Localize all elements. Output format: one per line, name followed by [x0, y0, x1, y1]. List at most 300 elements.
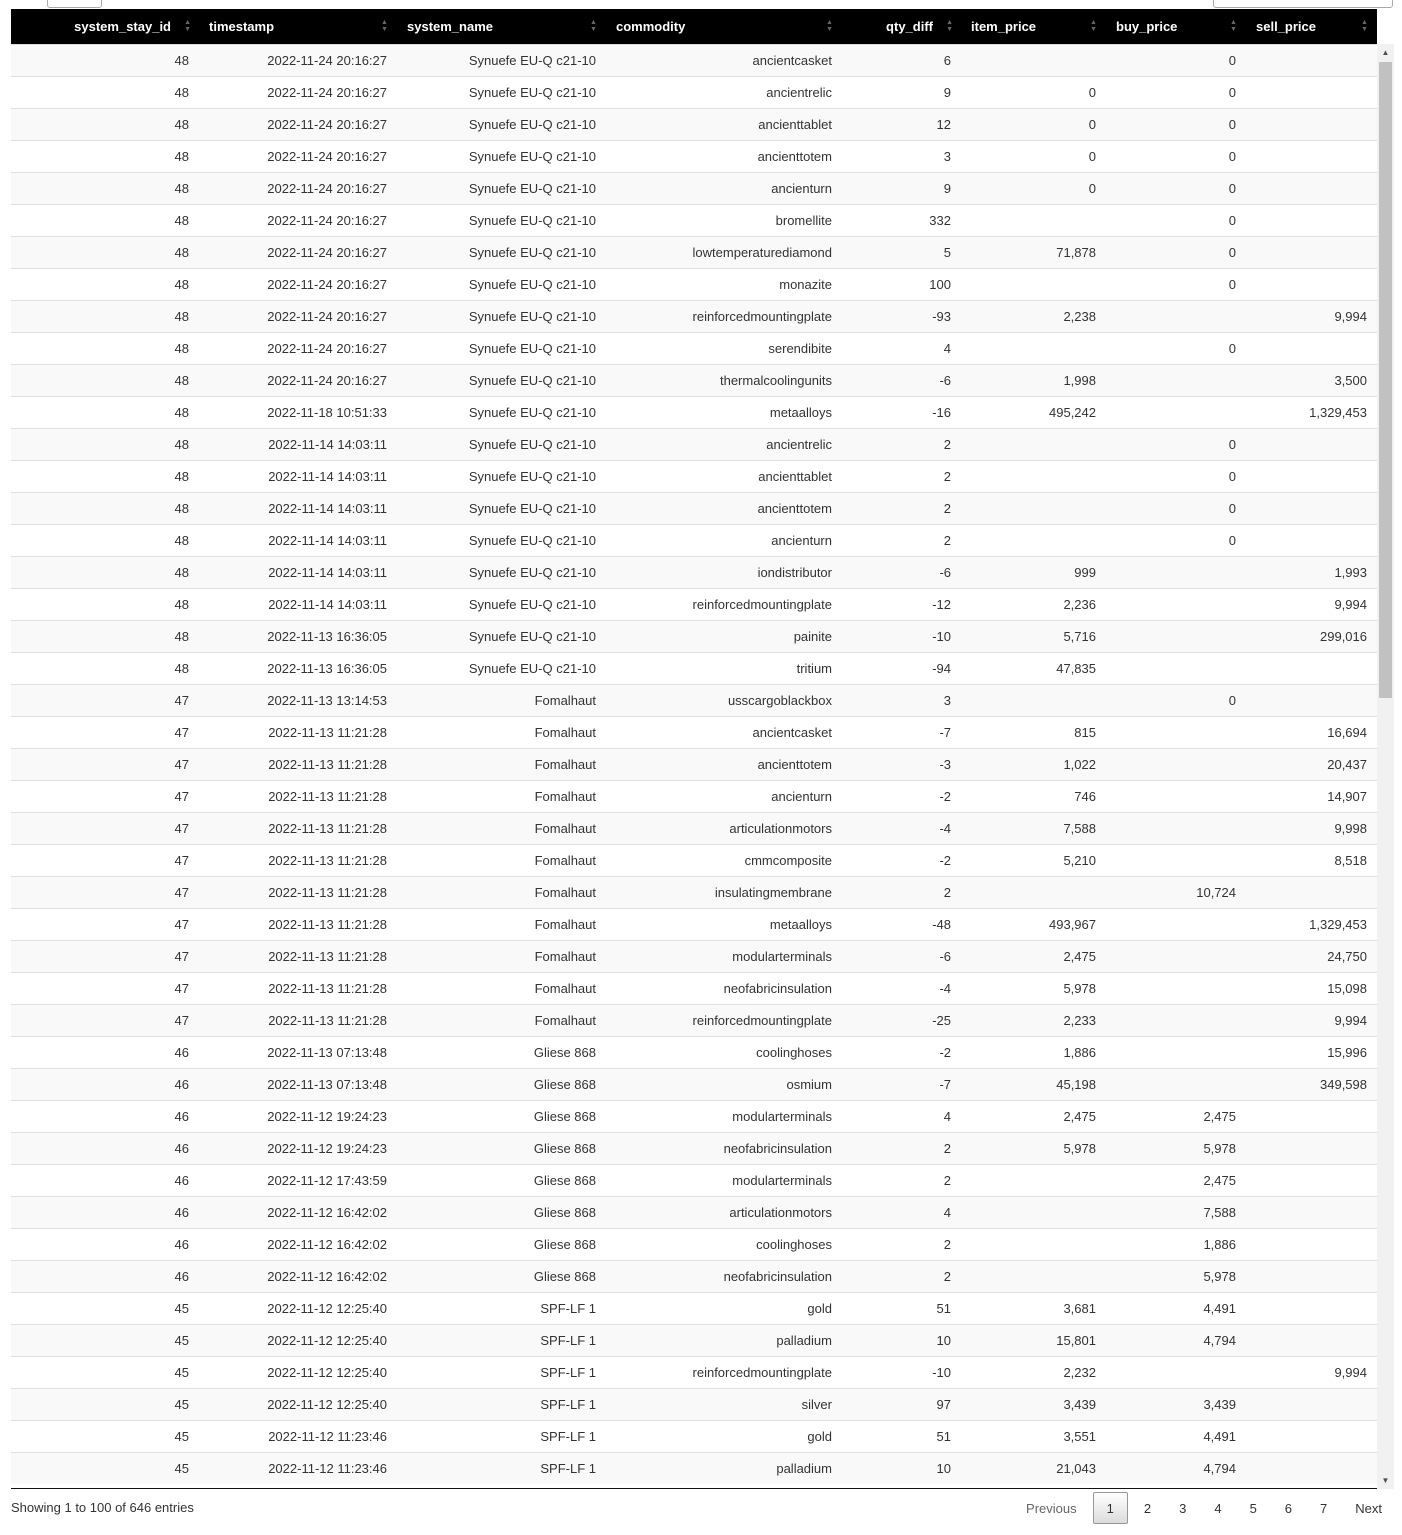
cell-item-price: 495,242: [961, 396, 1106, 428]
cell-qty-diff: -10: [842, 620, 961, 652]
pagination-page-7[interactable]: 7: [1320, 1501, 1328, 1516]
cell-system-name: Synuefe EU-Q c21-10: [397, 268, 606, 300]
cell-qty-diff: 2: [842, 492, 961, 524]
cell-system-stay-id: 46: [11, 1068, 199, 1100]
cell-system-name: Fomalhaut: [397, 716, 606, 748]
cell-system-name: Gliese 868: [397, 1068, 606, 1100]
cell-qty-diff: 2: [842, 876, 961, 908]
cell-buy-price: 5,978: [1106, 1260, 1246, 1292]
cell-commodity: ancienttotem: [606, 492, 842, 524]
cell-commodity: reinforcedmountingplate: [606, 300, 842, 332]
cell-system-stay-id: 45: [11, 1292, 199, 1324]
column-header-system-name[interactable]: [397, 9, 606, 44]
cell-sell-price: [1246, 332, 1377, 364]
pagination-next[interactable]: Next: [1355, 1501, 1382, 1516]
table-row: [11, 44, 1377, 76]
cell-commodity: lowtemperaturediamond: [606, 236, 842, 268]
pagination-previous[interactable]: Previous: [1026, 1501, 1077, 1516]
cell-buy-price: 0: [1106, 524, 1246, 556]
cell-system-name: SPF-LF 1: [397, 1292, 606, 1324]
cell-qty-diff: 332: [842, 204, 961, 236]
cell-item-price: 1,022: [961, 748, 1106, 780]
cell-system-name: Synuefe EU-Q c21-10: [397, 364, 606, 396]
cell-system-stay-id: 47: [11, 876, 199, 908]
cell-system-name: Gliese 868: [397, 1036, 606, 1068]
cell-system-stay-id: 48: [11, 492, 199, 524]
table-row: [11, 876, 1377, 908]
pagination: [1010, 1492, 1394, 1524]
cell-sell-price: [1246, 428, 1377, 460]
cell-item-price: 2,236: [961, 588, 1106, 620]
cell-qty-diff: 3: [842, 140, 961, 172]
cell-item-price: [961, 1260, 1106, 1292]
cell-buy-price: [1106, 748, 1246, 780]
column-header-buy-price[interactable]: [1106, 9, 1246, 44]
cell-system-name: Fomalhaut: [397, 812, 606, 844]
cell-commodity: ancientcasket: [606, 716, 842, 748]
table-header: [11, 9, 1377, 44]
table-row: [11, 748, 1377, 780]
cell-sell-price: 349,598: [1246, 1068, 1377, 1100]
cell-qty-diff: -6: [842, 364, 961, 396]
cell-system-stay-id: 46: [11, 1132, 199, 1164]
cell-qty-diff: -25: [842, 1004, 961, 1036]
cell-item-price: 3,681: [961, 1292, 1106, 1324]
table-row: [11, 204, 1377, 236]
cell-timestamp: 2022-11-14 14:03:11: [199, 524, 397, 556]
cell-commodity: insulatingmembrane: [606, 876, 842, 908]
cell-system-stay-id: 48: [11, 460, 199, 492]
cell-commodity: modularterminals: [606, 1164, 842, 1196]
table-row: [11, 1132, 1377, 1164]
cell-item-price: [961, 524, 1106, 556]
scroll-thumb[interactable]: [1379, 62, 1392, 698]
cell-system-name: Synuefe EU-Q c21-10: [397, 556, 606, 588]
cell-timestamp: 2022-11-13 11:21:28: [199, 940, 397, 972]
vertical-scrollbar[interactable]: [1377, 44, 1394, 1489]
cell-sell-price: [1246, 1196, 1377, 1228]
cell-qty-diff: 4: [842, 1100, 961, 1132]
cell-system-name: Synuefe EU-Q c21-10: [397, 236, 606, 268]
cell-system-name: Synuefe EU-Q c21-10: [397, 460, 606, 492]
cell-timestamp: 2022-11-12 12:25:40: [199, 1388, 397, 1420]
cell-system-name: Gliese 868: [397, 1260, 606, 1292]
cell-timestamp: 2022-11-24 20:16:27: [199, 44, 397, 76]
search-input[interactable]: [1213, 0, 1393, 8]
cell-buy-price: [1106, 1036, 1246, 1068]
cell-timestamp: 2022-11-12 12:25:40: [199, 1292, 397, 1324]
cell-item-price: 999: [961, 556, 1106, 588]
cell-qty-diff: 5: [842, 236, 961, 268]
cell-sell-price: 15,098: [1246, 972, 1377, 1004]
cell-qty-diff: -12: [842, 588, 961, 620]
cell-system-stay-id: 48: [11, 556, 199, 588]
cell-buy-price: [1106, 1004, 1246, 1036]
cell-qty-diff: 2: [842, 428, 961, 460]
cell-system-name: Synuefe EU-Q c21-10: [397, 140, 606, 172]
cell-qty-diff: -7: [842, 1068, 961, 1100]
cell-commodity: bromellite: [606, 204, 842, 236]
sort-icon[interactable]: ▲ ▼: [184, 19, 191, 33]
cell-item-price: [961, 204, 1106, 236]
column-header-label: qty_diff: [886, 18, 933, 34]
sort-icon[interactable]: ▲ ▼: [1090, 19, 1097, 33]
cell-system-name: Synuefe EU-Q c21-10: [397, 108, 606, 140]
sort-icon[interactable]: ▲ ▼: [590, 19, 597, 33]
cell-buy-price: 0: [1106, 44, 1246, 76]
cell-commodity: gold: [606, 1292, 842, 1324]
table-row: [11, 780, 1377, 812]
cell-system-stay-id: 47: [11, 684, 199, 716]
cell-commodity: palladium: [606, 1324, 842, 1356]
cell-item-price: [961, 1164, 1106, 1196]
table-info: Showing 1 to 100 of 646 entries: [11, 1500, 194, 1515]
cell-qty-diff: 2: [842, 524, 961, 556]
cell-buy-price: 0: [1106, 332, 1246, 364]
cell-system-name: Synuefe EU-Q c21-10: [397, 332, 606, 364]
table-row: [11, 716, 1377, 748]
cell-sell-price: [1246, 1228, 1377, 1260]
cell-sell-price: [1246, 876, 1377, 908]
cell-system-name: SPF-LF 1: [397, 1356, 606, 1388]
table-row: [11, 172, 1377, 204]
cell-system-stay-id: 47: [11, 716, 199, 748]
column-header-label: timestamp: [209, 18, 275, 34]
cell-system-name: SPF-LF 1: [397, 1452, 606, 1484]
scroll-down-arrow-icon[interactable]: ▼: [1381, 1476, 1390, 1485]
cell-timestamp: 2022-11-13 11:21:28: [199, 876, 397, 908]
table-row: [11, 492, 1377, 524]
cell-buy-price: [1106, 364, 1246, 396]
table-row: [11, 1260, 1377, 1292]
cell-sell-price: [1246, 492, 1377, 524]
cell-qty-diff: 2: [842, 460, 961, 492]
cell-buy-price: [1106, 556, 1246, 588]
table-row: [11, 1292, 1377, 1324]
cell-sell-price: 1,329,453: [1246, 396, 1377, 428]
cell-qty-diff: 100: [842, 268, 961, 300]
cell-item-price: 45,198: [961, 1068, 1106, 1100]
cell-sell-price: 299,016: [1246, 620, 1377, 652]
cell-system-stay-id: 46: [11, 1196, 199, 1228]
cell-system-stay-id: 46: [11, 1036, 199, 1068]
cell-system-stay-id: 47: [11, 972, 199, 1004]
data-table: [11, 9, 1377, 1484]
cell-system-name: SPF-LF 1: [397, 1388, 606, 1420]
cell-item-price: 0: [961, 76, 1106, 108]
cell-item-price: 5,210: [961, 844, 1106, 876]
cell-qty-diff: 51: [842, 1420, 961, 1452]
cell-buy-price: [1106, 620, 1246, 652]
column-header-label: system_stay_id: [74, 18, 171, 34]
table-row: [11, 620, 1377, 652]
cell-timestamp: 2022-11-13 16:36:05: [199, 652, 397, 684]
cell-sell-price: 16,694: [1246, 716, 1377, 748]
cell-system-stay-id: 48: [11, 236, 199, 268]
cell-sell-price: 8,518: [1246, 844, 1377, 876]
cell-timestamp: 2022-11-13 11:21:28: [199, 1004, 397, 1036]
cell-qty-diff: 9: [842, 172, 961, 204]
cell-system-name: Gliese 868: [397, 1164, 606, 1196]
cell-item-price: [961, 492, 1106, 524]
cell-buy-price: [1106, 908, 1246, 940]
cell-commodity: reinforcedmountingplate: [606, 1356, 842, 1388]
cell-item-price: 5,978: [961, 1132, 1106, 1164]
cell-system-name: Synuefe EU-Q c21-10: [397, 524, 606, 556]
cell-commodity: neofabricinsulation: [606, 972, 842, 1004]
cell-system-stay-id: 48: [11, 364, 199, 396]
cell-sell-price: [1246, 524, 1377, 556]
cell-timestamp: 2022-11-13 11:21:28: [199, 972, 397, 1004]
cell-item-price: 7,588: [961, 812, 1106, 844]
cell-buy-price: [1106, 588, 1246, 620]
cell-system-name: Synuefe EU-Q c21-10: [397, 172, 606, 204]
table-row: [11, 588, 1377, 620]
cell-buy-price: [1106, 1356, 1246, 1388]
cell-system-name: Synuefe EU-Q c21-10: [397, 620, 606, 652]
cell-commodity: serendibite: [606, 332, 842, 364]
cell-commodity: ancienturn: [606, 524, 842, 556]
cell-system-name: Synuefe EU-Q c21-10: [397, 652, 606, 684]
column-header-sell-price[interactable]: [1246, 9, 1377, 44]
cell-buy-price: [1106, 716, 1246, 748]
table-row: [11, 1452, 1377, 1484]
table-row: [11, 1164, 1377, 1196]
cell-sell-price: 14,907: [1246, 780, 1377, 812]
cell-item-price: 2,232: [961, 1356, 1106, 1388]
column-header-qty-diff[interactable]: [842, 9, 961, 44]
cell-system-stay-id: 48: [11, 204, 199, 236]
table-row: [11, 76, 1377, 108]
cell-qty-diff: 12: [842, 108, 961, 140]
cell-qty-diff: 4: [842, 1196, 961, 1228]
cell-qty-diff: -3: [842, 748, 961, 780]
cell-system-stay-id: 45: [11, 1452, 199, 1484]
cell-buy-price: 0: [1106, 460, 1246, 492]
cell-sell-price: 9,994: [1246, 588, 1377, 620]
cell-qty-diff: -4: [842, 972, 961, 1004]
cell-commodity: tritium: [606, 652, 842, 684]
sort-icon[interactable]: ▲ ▼: [826, 19, 833, 33]
cell-commodity: modularterminals: [606, 1100, 842, 1132]
cell-system-stay-id: 47: [11, 844, 199, 876]
cell-item-price: 2,475: [961, 1100, 1106, 1132]
cell-system-name: Fomalhaut: [397, 908, 606, 940]
cell-system-name: Synuefe EU-Q c21-10: [397, 44, 606, 76]
cell-timestamp: 2022-11-24 20:16:27: [199, 268, 397, 300]
pagination-page-4[interactable]: 4: [1214, 1501, 1222, 1516]
cell-qty-diff: 6: [842, 44, 961, 76]
cell-timestamp: 2022-11-12 16:42:02: [199, 1196, 397, 1228]
cell-buy-price: 3,439: [1106, 1388, 1246, 1420]
cell-item-price: 0: [961, 108, 1106, 140]
cell-system-stay-id: 46: [11, 1164, 199, 1196]
cell-system-stay-id: 48: [11, 172, 199, 204]
column-header-item-price[interactable]: [961, 9, 1106, 44]
cell-timestamp: 2022-11-13 11:21:28: [199, 844, 397, 876]
pagination-page-3[interactable]: 3: [1179, 1501, 1187, 1516]
cell-item-price: 2,233: [961, 1004, 1106, 1036]
cell-commodity: modularterminals: [606, 940, 842, 972]
table-row: [11, 236, 1377, 268]
cell-qty-diff: 2: [842, 1132, 961, 1164]
column-header-system-stay-id[interactable]: [11, 9, 199, 44]
table-row: [11, 396, 1377, 428]
cell-commodity: ancientrelic: [606, 428, 842, 460]
cell-buy-price: 2,475: [1106, 1164, 1246, 1196]
cell-system-name: Synuefe EU-Q c21-10: [397, 428, 606, 460]
cell-qty-diff: -2: [842, 844, 961, 876]
cell-system-stay-id: 46: [11, 1260, 199, 1292]
table-row: [11, 1036, 1377, 1068]
cell-sell-price: [1246, 1260, 1377, 1292]
cell-qty-diff: 10: [842, 1324, 961, 1356]
cell-qty-diff: 97: [842, 1388, 961, 1420]
cell-qty-diff: 3: [842, 684, 961, 716]
cell-system-name: Fomalhaut: [397, 876, 606, 908]
sort-icon[interactable]: ▲ ▼: [1230, 19, 1237, 33]
cell-buy-price: 0: [1106, 268, 1246, 300]
pagination-page-2[interactable]: 2: [1143, 1501, 1152, 1516]
cell-system-name: Fomalhaut: [397, 684, 606, 716]
cell-commodity: painite: [606, 620, 842, 652]
cell-system-name: Fomalhaut: [397, 1004, 606, 1036]
cell-commodity: ancienttablet: [606, 460, 842, 492]
cell-buy-price: 4,491: [1106, 1292, 1246, 1324]
cell-qty-diff: -16: [842, 396, 961, 428]
cell-sell-price: 20,437: [1246, 748, 1377, 780]
cell-sell-price: [1246, 1100, 1377, 1132]
cell-commodity: reinforcedmountingplate: [606, 1004, 842, 1036]
cell-buy-price: [1106, 780, 1246, 812]
pagination-page-5[interactable]: 5: [1249, 1501, 1257, 1516]
cell-buy-price: 5,978: [1106, 1132, 1246, 1164]
table-row: [11, 1004, 1377, 1036]
cell-system-stay-id: 48: [11, 620, 199, 652]
cell-item-price: [961, 1228, 1106, 1260]
cell-timestamp: 2022-11-24 20:16:27: [199, 108, 397, 140]
cell-qty-diff: -6: [842, 940, 961, 972]
cell-buy-price: 10,724: [1106, 876, 1246, 908]
cell-commodity: reinforcedmountingplate: [606, 588, 842, 620]
pagination-page-6[interactable]: 6: [1284, 1501, 1293, 1516]
cell-buy-price: 0: [1106, 172, 1246, 204]
cell-system-stay-id: 45: [11, 1356, 199, 1388]
cell-timestamp: 2022-11-13 07:13:48: [199, 1068, 397, 1100]
cell-commodity: ancienttablet: [606, 108, 842, 140]
cell-timestamp: 2022-11-24 20:16:27: [199, 204, 397, 236]
cell-timestamp: 2022-11-24 20:16:27: [199, 332, 397, 364]
cell-system-name: Synuefe EU-Q c21-10: [397, 588, 606, 620]
sort-icon[interactable]: ▲ ▼: [1361, 19, 1368, 33]
cell-commodity: coolinghoses: [606, 1228, 842, 1260]
cell-item-price: 1,998: [961, 364, 1106, 396]
cell-sell-price: [1246, 44, 1377, 76]
cell-system-name: Synuefe EU-Q c21-10: [397, 492, 606, 524]
cell-qty-diff: -48: [842, 908, 961, 940]
cell-timestamp: 2022-11-13 13:14:53: [199, 684, 397, 716]
cell-item-price: 0: [961, 140, 1106, 172]
cell-qty-diff: -94: [842, 652, 961, 684]
cell-timestamp: 2022-11-24 20:16:27: [199, 76, 397, 108]
cell-sell-price: [1246, 1388, 1377, 1420]
cell-commodity: neofabricinsulation: [606, 1132, 842, 1164]
cell-item-price: 21,043: [961, 1452, 1106, 1484]
cell-system-stay-id: 48: [11, 652, 199, 684]
cell-system-name: Gliese 868: [397, 1196, 606, 1228]
cell-system-name: Synuefe EU-Q c21-10: [397, 76, 606, 108]
table-controls: [0, 0, 1402, 9]
table-row: [11, 684, 1377, 716]
cell-system-name: Fomalhaut: [397, 748, 606, 780]
cell-commodity: metaalloys: [606, 908, 842, 940]
cell-timestamp: 2022-11-12 12:25:40: [199, 1324, 397, 1356]
column-header-commodity[interactable]: [606, 9, 842, 44]
cell-qty-diff: 10: [842, 1452, 961, 1484]
cell-qty-diff: 51: [842, 1292, 961, 1324]
cell-timestamp: 2022-11-13 16:36:05: [199, 620, 397, 652]
table-row: [11, 140, 1377, 172]
cell-qty-diff: -7: [842, 716, 961, 748]
cell-sell-price: [1246, 684, 1377, 716]
cell-sell-price: [1246, 1324, 1377, 1356]
entries-length-select[interactable]: [47, 0, 102, 8]
cell-system-stay-id: 48: [11, 300, 199, 332]
table-row: [11, 1388, 1377, 1420]
cell-qty-diff: 4: [842, 332, 961, 364]
scroll-up-arrow-icon[interactable]: ▲: [1381, 48, 1390, 57]
cell-buy-price: 7,588: [1106, 1196, 1246, 1228]
cell-timestamp: 2022-11-14 14:03:11: [199, 492, 397, 524]
cell-qty-diff: -6: [842, 556, 961, 588]
cell-commodity: monazite: [606, 268, 842, 300]
cell-item-price: [961, 1196, 1106, 1228]
cell-sell-price: 24,750: [1246, 940, 1377, 972]
cell-system-stay-id: 48: [11, 108, 199, 140]
cell-item-price: [961, 268, 1106, 300]
cell-sell-price: 9,994: [1246, 300, 1377, 332]
sort-icon[interactable]: ▲ ▼: [381, 19, 388, 33]
table-row: [11, 1100, 1377, 1132]
pagination-page-1[interactable]: 1: [1093, 1492, 1128, 1524]
cell-item-price: [961, 876, 1106, 908]
cell-timestamp: 2022-11-12 11:23:46: [199, 1452, 397, 1484]
cell-commodity: ancienturn: [606, 172, 842, 204]
cell-commodity: cmmcomposite: [606, 844, 842, 876]
cell-system-name: Fomalhaut: [397, 844, 606, 876]
cell-qty-diff: -93: [842, 300, 961, 332]
column-header-label: buy_price: [1116, 18, 1178, 34]
cell-sell-price: [1246, 652, 1377, 684]
cell-commodity: osmium: [606, 1068, 842, 1100]
cell-timestamp: 2022-11-14 14:03:11: [199, 460, 397, 492]
cell-item-price: 1,886: [961, 1036, 1106, 1068]
cell-timestamp: 2022-11-24 20:16:27: [199, 140, 397, 172]
cell-system-stay-id: 47: [11, 812, 199, 844]
cell-system-name: Fomalhaut: [397, 780, 606, 812]
cell-sell-price: [1246, 460, 1377, 492]
column-header-timestamp[interactable]: [199, 9, 397, 44]
cell-sell-price: 1,993: [1246, 556, 1377, 588]
cell-commodity: thermalcoolingunits: [606, 364, 842, 396]
data-table-container: [11, 9, 1394, 1489]
cell-system-name: Gliese 868: [397, 1100, 606, 1132]
cell-buy-price: 0: [1106, 236, 1246, 268]
cell-buy-price: 0: [1106, 76, 1246, 108]
cell-timestamp: 2022-11-13 11:21:28: [199, 716, 397, 748]
cell-system-stay-id: 47: [11, 780, 199, 812]
sort-icon[interactable]: ▲ ▼: [946, 19, 953, 33]
